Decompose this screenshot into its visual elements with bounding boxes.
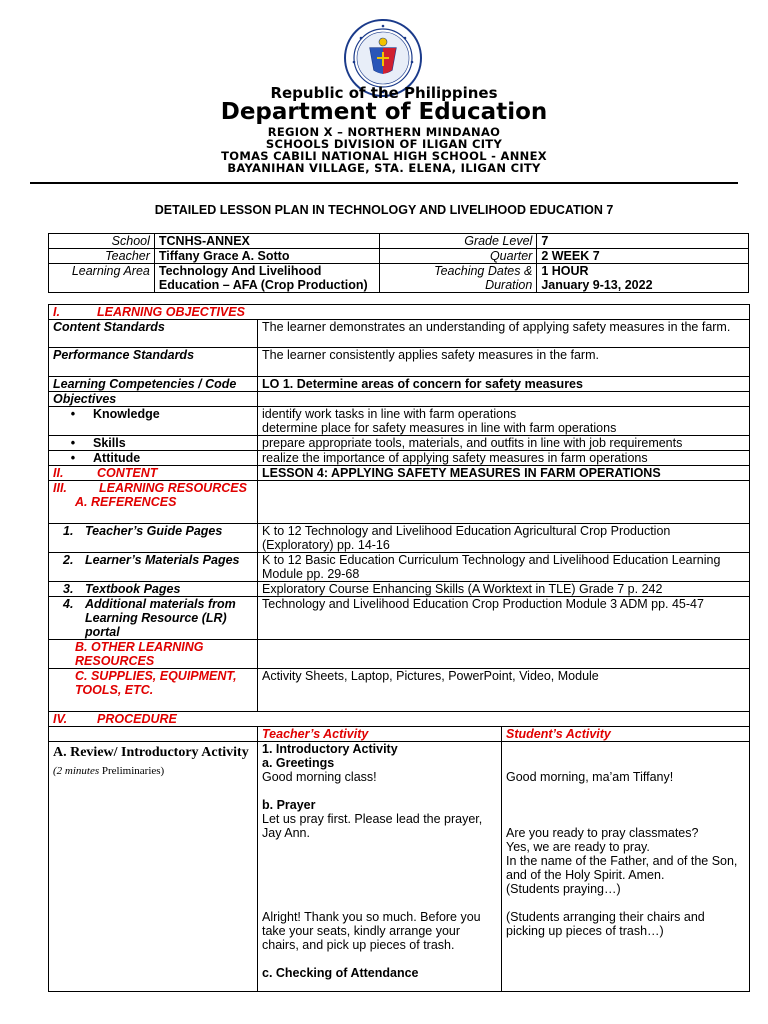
grade-value: 7 <box>537 234 749 249</box>
info-table <box>48 233 749 293</box>
department-heading: Department of Education <box>220 99 548 125</box>
reference-textbook-label: 3. Textbook Pages <box>49 582 258 597</box>
performance-standards-value: The learner consistently applies safety measures in the farm. <box>258 348 750 377</box>
content-value: LESSON 4: APPLYING SAFETY MEASURES IN FARM OPERATIONS <box>258 466 750 481</box>
reference-textbook-value: Exploratory Course Enhancing Skills (A Worktext in TLE) Grade 7 p. 242 <box>258 582 750 597</box>
document-title: DETAILED LESSON PLAN IN TECHNOLOGY AND LIVELIHOOD EDUCATION 7 <box>154 203 614 217</box>
school-line: TOMAS CABILI NATIONAL HIGH SCHOOL - ANNEX <box>221 149 547 163</box>
review-time-note: (2 minutes <box>53 765 100 777</box>
reference-learners-materials-label: 2. Learner’s Materials Pages <box>49 553 258 582</box>
school-value: TCNHS-ANNEX <box>154 234 379 249</box>
student-chairs-text: (Students arranging their chairs and picking up pieces of trash…) <box>506 910 705 938</box>
other-resources-heading: B. OTHER LEARNING RESOURCES <box>49 640 258 669</box>
lesson-plan-table <box>48 304 750 992</box>
competencies-value: LO 1. Determine areas of concern for safety measures <box>258 377 750 392</box>
teacher-value: Tiffany Grace A. Sotto <box>154 249 379 264</box>
section-i-heading: I. LEARNING OBJECTIVES <box>49 305 750 320</box>
section-ii-heading: II. CONTENT <box>49 466 258 481</box>
performance-standards-label: Performance Standards <box>49 348 258 377</box>
quarter-value: 2 WEEK 7 <box>537 249 749 264</box>
student-greeting: Good morning, ma’am Tiffany! <box>506 770 674 784</box>
resources-value <box>258 481 750 524</box>
dates-label: Teaching Dates & Duration <box>379 264 537 293</box>
grade-label: Grade Level <box>379 234 537 249</box>
reference-teachers-guide-value: K to 12 Technology and Livelihood Education Agricultural Crop Production (Exploratory) pp. 14-16 <box>258 524 750 553</box>
header-divider <box>30 182 738 184</box>
supplies-value: Activity Sheets, Laptop, Pictures, PowerPoint, Video, Module <box>258 669 750 712</box>
address-line: BAYANIHAN VILLAGE, STA. ELENA, ILIGAN CITY <box>227 161 541 175</box>
knowledge-item: determine place for safety measures in line with farm operations <box>262 421 617 435</box>
republic-heading: Republic of the Philippines <box>270 84 498 102</box>
reference-additional-label: 4. Additional materials from Learning Resource (LR) portal <box>49 597 258 640</box>
teaching-dates-value: January 9-13, 2022 <box>541 278 653 292</box>
student-activity-cell <box>502 742 750 992</box>
duration-value: 1 HOUR <box>541 264 589 278</box>
student-activity-header: Student’s Activity <box>502 727 750 742</box>
student-prayer-line: Yes, we are ready to pray. <box>506 840 650 854</box>
references-heading: A. REFERENCES <box>75 495 177 509</box>
content-standards-label: Content Standards <box>49 320 258 348</box>
knowledge-label: • Knowledge <box>49 407 258 436</box>
school-label: School <box>49 234 155 249</box>
intro-activity-heading: 1. Introductory Activity <box>262 742 398 756</box>
knowledge-value <box>258 407 750 436</box>
competencies-label: Learning Competencies / Code <box>49 377 258 392</box>
objectives-label: Objectives <box>49 392 258 407</box>
content-standards-value: The learner demonstrates an understanding of applying safety measures in the farm. <box>258 320 750 348</box>
other-resources-value <box>258 640 750 669</box>
attitude-value: realize the importance of applying safety measures in farm operations <box>258 451 750 466</box>
area-value: Technology And Livelihood Education – AFA (Crop Production) <box>154 264 379 293</box>
student-prayer-line: (Students praying…) <box>506 882 621 896</box>
greetings-text: Good morning class! <box>262 770 377 784</box>
reference-teachers-guide-label: 1. Teacher’s Guide Pages <box>49 524 258 553</box>
quarter-label: Quarter <box>379 249 537 264</box>
teacher-activity-header: Teacher’s Activity <box>258 727 502 742</box>
reference-learners-materials-value: K to 12 Basic Education Curriculum Technology and Livelihood Education Learning Module pp. 29-68 <box>258 553 750 582</box>
student-prayer-line: In the name of the Father, and of the Son, and of the Holy Spirit. Amen. <box>506 854 738 882</box>
region-line: REGION X – NORTHERN MINDANAO <box>267 125 501 139</box>
objectives-value <box>258 392 750 407</box>
area-label: Learning Area <box>49 264 155 293</box>
reference-additional-value: Technology and Livelihood Education Crop Production Module 3 ADM pp. 45-47 <box>258 597 750 640</box>
seats-text: Alright! Thank you so much. Before you take your seats, kindly arrange your chairs, and pick up pieces of trash. <box>262 910 481 952</box>
review-activity-label: A. Review/ Introductory Activity <box>53 745 249 760</box>
prayer-text: Let us pray first. Please lead the prayer, Jay Ann. <box>262 812 483 840</box>
section-iii-heading: III. LEARNING RESOURCES A. REFERENCES <box>49 481 258 524</box>
supplies-heading: C. SUPPLIES, EQUIPMENT, TOOLS, ETC. <box>49 669 258 712</box>
dates-value <box>537 264 749 293</box>
procedure-blank-cell <box>49 727 258 742</box>
attendance-heading: c. Checking of Attendance <box>262 966 419 980</box>
teacher-activity-cell <box>258 742 502 992</box>
skills-label: • Skills <box>49 436 258 451</box>
prayer-heading: b. Prayer <box>262 798 316 812</box>
section-iv-heading: IV. PROCEDURE <box>49 712 750 727</box>
attitude-label: • Attitude <box>49 451 258 466</box>
review-activity-cell <box>49 742 258 992</box>
division-line: SCHOOLS DIVISION OF ILIGAN CITY <box>265 137 503 151</box>
greetings-heading: a. Greetings <box>262 756 335 770</box>
skills-value: prepare appropriate tools, materials, and outfits in line with job requirements <box>258 436 750 451</box>
teacher-label: Teacher <box>49 249 155 264</box>
review-note-suffix: Preliminaries) <box>99 765 165 777</box>
student-prayer-line: Are you ready to pray classmates? <box>506 826 699 840</box>
knowledge-item: identify work tasks in line with farm operations <box>262 407 517 421</box>
